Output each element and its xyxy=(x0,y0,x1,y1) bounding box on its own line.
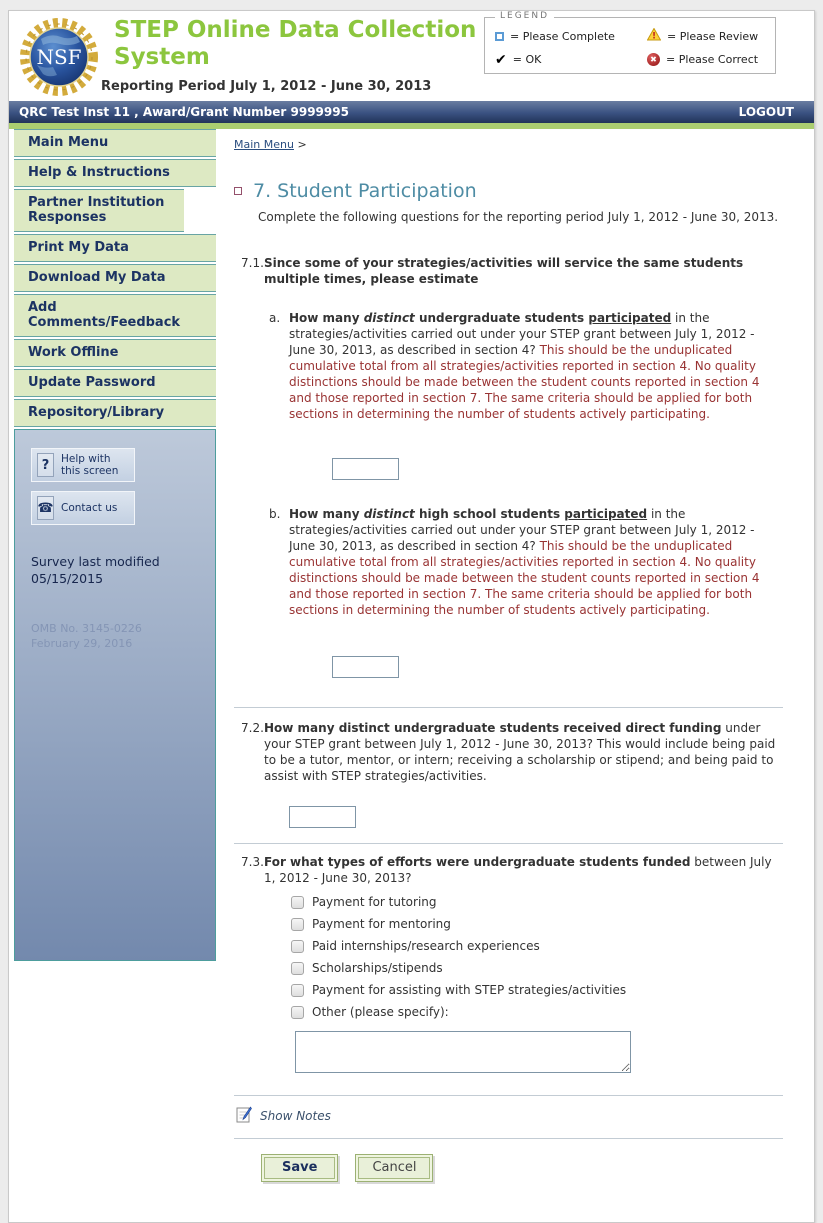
sidebar-item-partner-institution-responses[interactable]: Partner Institution Responses xyxy=(14,189,184,232)
text-segment: How many distinct undergraduate students received direct funding xyxy=(264,721,722,735)
guidance-note: This should be the unduplicated cumulative total from all strategies/activities reported in section 4. No quality distinctions should be made between the student counts reported in section 4 and those reported in section 7. The same criteria should be applied for both sections in determining the number of students actively participating. xyxy=(289,539,760,617)
option-label: Payment for tutoring xyxy=(312,895,437,909)
legend-item-review xyxy=(647,28,765,44)
sidebar-info-panel xyxy=(14,429,216,961)
legend-label: = Please Review xyxy=(667,29,759,43)
sidebar-item-update-password[interactable]: Update Password xyxy=(14,369,216,397)
option-label: Payment for assisting with STEP strategies/activities xyxy=(312,983,627,997)
text-segment: How many xyxy=(289,507,364,521)
sidebar-item-repository-library[interactable]: Repository/Library xyxy=(14,399,216,427)
text-segment: in the strategies/activities carried out under your STEP grant between July 1, 2012 - June 30, 2013, as described in section 4? xyxy=(289,507,755,553)
svg-text:NSF: NSF xyxy=(36,45,82,69)
q73-checkbox-other[interactable] xyxy=(291,1006,304,1019)
legend-label: = Please Complete xyxy=(510,29,615,43)
breadcrumb-separator: > xyxy=(297,138,307,151)
q71a-input[interactable] xyxy=(332,458,399,480)
question-7-1b-text xyxy=(289,506,783,618)
sidebar-item-download-my-data[interactable]: Download My Data xyxy=(14,264,216,292)
option-row xyxy=(291,938,783,954)
omb-date: February 29, 2016 xyxy=(31,637,133,650)
question-7-1-text: Since some of your strategies/activities will service the same students multiple times, please estimate xyxy=(264,256,744,286)
divider xyxy=(234,707,783,708)
text-segment: in the strategies/activities carried out under your STEP grant between July 1, 2012 - June 30, 2013, as described in section 4? xyxy=(289,311,755,357)
section-header xyxy=(234,180,783,202)
legend-item-ok xyxy=(495,53,647,66)
divider xyxy=(234,1095,783,1096)
question-7-1 xyxy=(234,255,783,678)
q73-checkbox-internships[interactable] xyxy=(291,940,304,953)
question-7-1b xyxy=(269,506,783,618)
text-segment: participated xyxy=(588,311,672,325)
nsf-logo-icon xyxy=(19,17,99,101)
question-body xyxy=(264,854,783,1073)
text-segment: high school students xyxy=(414,507,565,521)
q73-checkbox-scholarships[interactable] xyxy=(291,962,304,975)
text-segment: participated xyxy=(564,507,648,521)
q73-checkbox-assisting[interactable] xyxy=(291,984,304,997)
option-label: Other (please specify): xyxy=(312,1005,449,1019)
sidebar-item-main-menu[interactable]: Main Menu xyxy=(14,129,216,157)
question-7-2-text xyxy=(264,720,783,784)
question-7-3 xyxy=(234,854,783,1073)
q73-options xyxy=(291,894,783,1020)
square-icon xyxy=(495,32,504,41)
option-row xyxy=(291,1004,783,1020)
sidebar-item-add-comments-feedback[interactable]: Add Comments/Feedback xyxy=(14,294,216,337)
q73-checkbox-tutoring[interactable] xyxy=(291,896,304,909)
question-7-1a-text xyxy=(289,310,783,422)
legend-label: = OK xyxy=(512,53,542,66)
reporting-period: Reporting Period July 1, 2012 - June 30, 2013 xyxy=(101,79,432,94)
sidebar-item-work-offline[interactable]: Work Offline xyxy=(14,339,216,367)
sub-label: a. xyxy=(269,311,281,325)
contact-us-label: Contact us xyxy=(61,502,118,514)
check-icon: ✔ xyxy=(495,51,507,68)
action-buttons xyxy=(261,1154,783,1182)
warning-icon xyxy=(647,28,661,44)
help-with-screen-label: Help with this screen xyxy=(61,453,119,477)
text-segment: How many xyxy=(289,311,364,325)
question-number: 7.1. xyxy=(241,256,264,270)
divider xyxy=(234,1138,783,1139)
cancel-button[interactable]: Cancel xyxy=(355,1154,433,1182)
app-title: STEP Online Data Collection System xyxy=(114,17,477,70)
survey-modified-date: 05/15/2015 xyxy=(31,571,104,586)
sidebar-item-help-instructions[interactable]: Help & Instructions xyxy=(14,159,216,187)
legend-label: = Please Correct xyxy=(666,53,759,66)
text-segment: under your STEP grant between July 1, 2012 - June 30, 2013? This would include being paid to be a tutor, mentor, or intern; receiving a scholarship or stipend; and being paid to assist with STEP strategies/activities. xyxy=(264,721,776,783)
breadcrumb-main-menu-link[interactable]: Main Menu xyxy=(234,138,294,151)
text-segment: For what types of efforts were undergraduate students funded xyxy=(264,855,691,869)
option-label: Paid internships/research experiences xyxy=(312,939,540,953)
option-row xyxy=(291,960,783,976)
contact-us-button[interactable] xyxy=(31,491,135,525)
legend-item-correct xyxy=(647,53,765,66)
text-segment: undergraduate students xyxy=(414,311,589,325)
question-7-2 xyxy=(234,720,783,828)
main-content xyxy=(216,129,814,1222)
show-notes-row xyxy=(236,1106,783,1126)
legend xyxy=(484,11,776,74)
q71b-input[interactable] xyxy=(332,656,399,678)
divider xyxy=(234,843,783,844)
text-segment: distinct xyxy=(363,311,415,325)
section-intro: Complete the following questions for the reporting period July 1, 2012 - June 30, 2013. xyxy=(258,210,779,224)
option-row xyxy=(291,982,783,998)
error-icon: ✖ xyxy=(647,53,660,66)
option-row xyxy=(291,916,783,932)
sub-label: b. xyxy=(269,507,281,521)
question-icon: ? xyxy=(37,453,54,477)
legend-grid xyxy=(495,28,765,66)
phone-icon: ☎ xyxy=(37,496,54,520)
svg-text:!: ! xyxy=(651,31,657,41)
question-body xyxy=(264,255,783,678)
q72-input[interactable] xyxy=(289,806,356,828)
text-segment: between July 1, 2012 - June 30, 2013? xyxy=(264,855,772,885)
option-label: Scholarships/stipends xyxy=(312,961,443,975)
save-button[interactable]: Save xyxy=(261,1154,338,1182)
question-number: 7.3. xyxy=(241,855,264,869)
q73-checkbox-mentoring[interactable] xyxy=(291,918,304,931)
legend-title: LEGEND xyxy=(495,11,554,21)
survey-modified-text: Survey last modified xyxy=(31,554,160,569)
text-segment: distinct xyxy=(363,507,415,521)
logout-link[interactable]: LOGOUT xyxy=(738,105,794,119)
body-layout xyxy=(9,129,814,1222)
help-with-screen-button[interactable] xyxy=(31,448,135,482)
omb-number: OMB No. 3145-0226 xyxy=(31,622,142,635)
sidebar xyxy=(14,129,216,961)
page-title: 7. Student Participation xyxy=(253,180,477,202)
notes-icon[interactable] xyxy=(236,1106,252,1126)
top-navbar xyxy=(9,101,814,123)
sidebar-item-print-my-data[interactable]: Print My Data xyxy=(14,234,216,262)
breadcrumb xyxy=(234,138,783,151)
q73-other-textarea[interactable] xyxy=(295,1031,631,1073)
option-row xyxy=(291,894,783,910)
question-number: 7.2. xyxy=(241,721,264,735)
survey-last-modified xyxy=(31,553,215,587)
institution-award-label: QRC Test Inst 11 , Award/Grant Number 9999995 xyxy=(19,105,349,119)
question-7-1a xyxy=(269,310,783,422)
legend-item-complete xyxy=(495,28,647,44)
omb-info xyxy=(31,621,215,651)
app-window xyxy=(8,10,815,1223)
option-label: Payment for mentoring xyxy=(312,917,451,931)
please-complete-status-icon xyxy=(234,187,242,195)
question-body xyxy=(264,720,783,828)
guidance-note: This should be the unduplicated cumulative total from all strategies/activities reported in section 4. No quality distinctions should be made between the student counts reported in section 4 and those reported in section 7. The same criteria should be applied for both sections in determining the number of students actively participating. xyxy=(289,343,760,421)
question-7-3-text xyxy=(264,854,783,886)
show-notes-link[interactable]: Show Notes xyxy=(260,1109,331,1123)
header xyxy=(9,11,814,101)
